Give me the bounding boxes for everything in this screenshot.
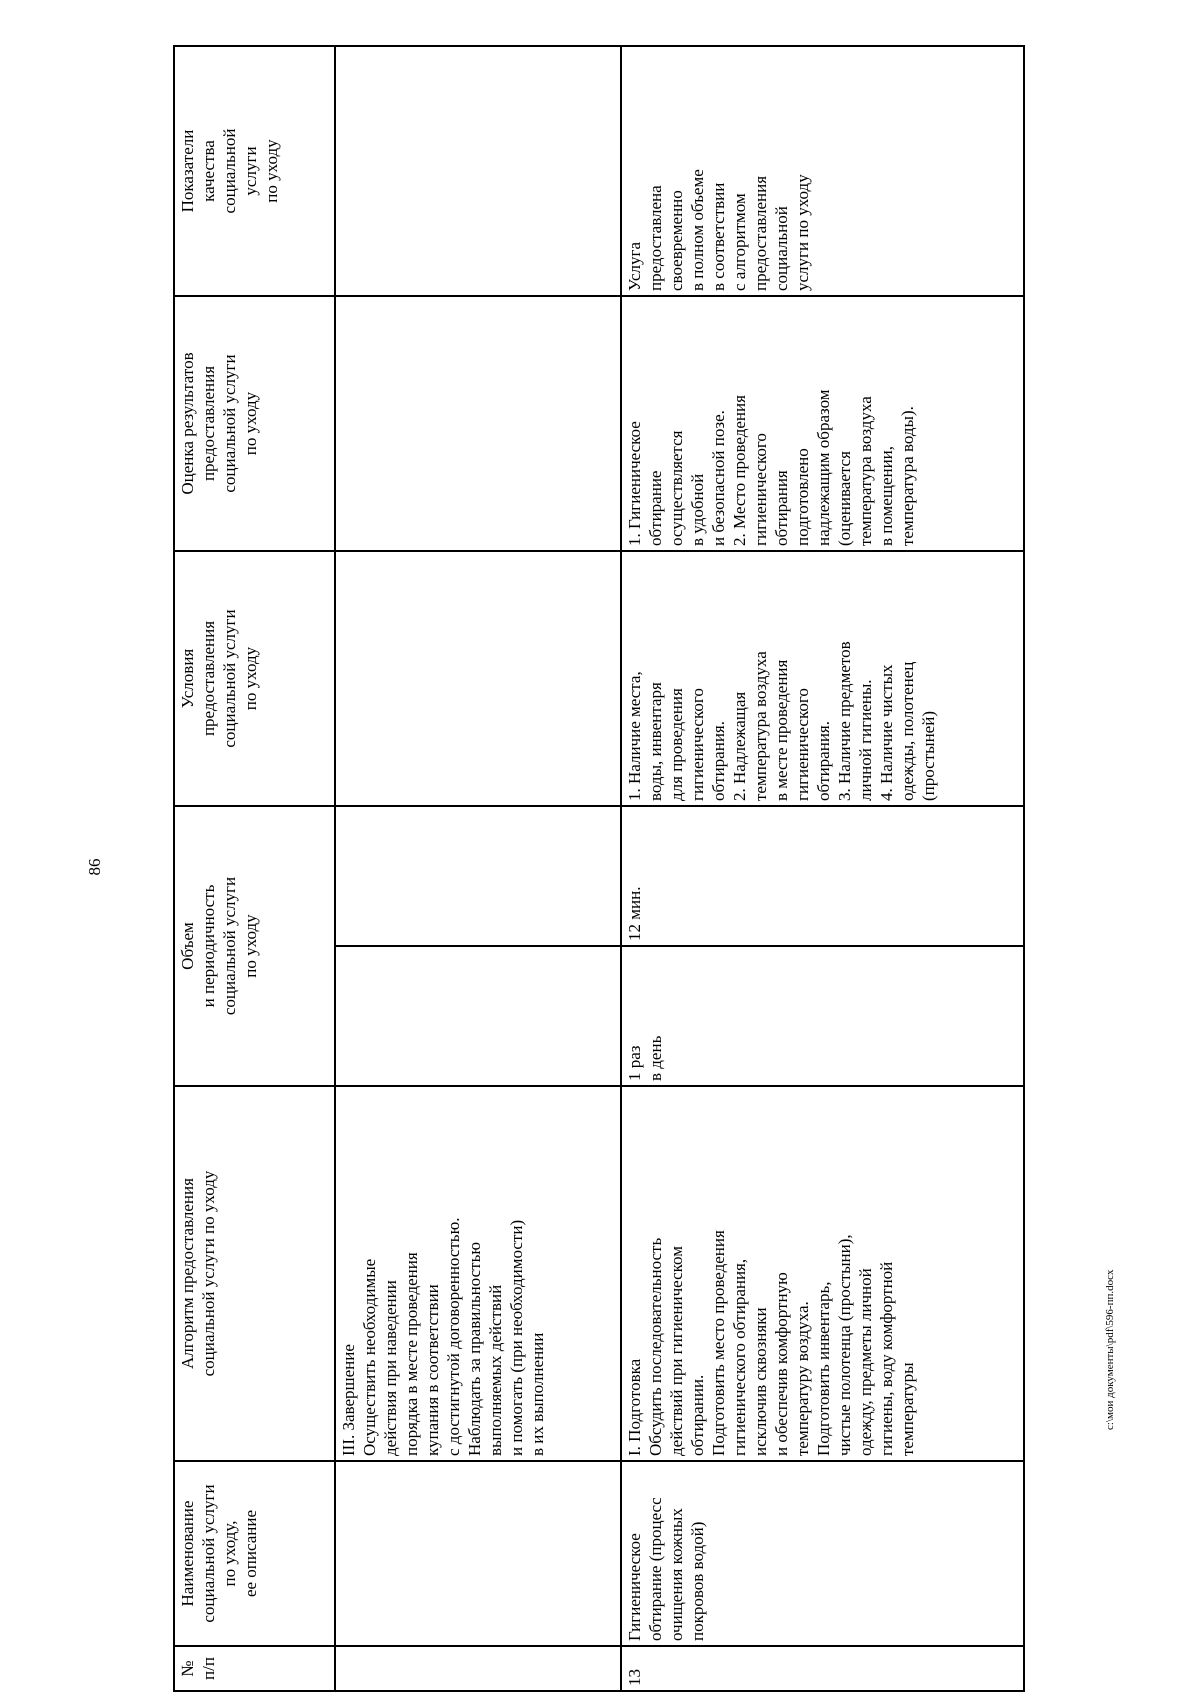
header-evaluation: Оценка результатов предоставления социальной услуги по уходу bbox=[174, 296, 335, 551]
table-row bbox=[335, 46, 621, 1691]
header-volume: Объем и периодичность социальной услуги по уходу bbox=[174, 806, 335, 1086]
header-conditions: Условия предоставления социальной услуги по уходу bbox=[174, 551, 335, 806]
cell-name bbox=[335, 1461, 621, 1646]
cell-num: 13 bbox=[621, 1646, 1024, 1691]
header-name: Наименование социальной услуги по уходу, ее описание bbox=[174, 1461, 335, 1646]
cell-conditions: 1. Наличие места, воды, инвентаря для проведения гигиенического обтирания. 2. Надлежащая температура воздуха в месте проведения гигиенического обтирания. 3. Наличие предметов личной гигиены. 4. Наличие чистых одежды, полотенец (простыней) bbox=[621, 551, 1024, 806]
table-row bbox=[621, 46, 1024, 1691]
cell-duration bbox=[335, 806, 621, 946]
service-table-container bbox=[173, 47, 1025, 1692]
header-quality: Показатели качества социальной услуги по уходу bbox=[174, 46, 335, 296]
header-row bbox=[174, 46, 335, 1691]
cell-algorithm: I. Подготовка Обсудить последовательность действий при гигиеническом обтирании. Подготовить место проведения гигиенического обтирания, исключив сквозняки и обеспечив комфортную температуру воздуха. Подготовить инвентарь, чистые полотенца (простыни), одежду, предметы личной гигиены, воду комфортной температуры bbox=[621, 1086, 1024, 1461]
footer-file-path: c:\мои документы\pdf\596-пп.docx bbox=[1104, 1269, 1116, 1430]
page-number: 86 bbox=[85, 858, 104, 876]
service-table bbox=[173, 45, 1025, 1692]
header-algorithm: Алгоритм предоставления социальной услуги по уходу bbox=[174, 1086, 335, 1461]
cell-name: Гигиеническое обтирание (процесс очищения кожных покровов водой) bbox=[621, 1461, 1024, 1646]
cell-evaluation bbox=[335, 296, 621, 551]
cell-duration: 12 мин. bbox=[621, 806, 1024, 946]
cell-frequency: 1 раз в день bbox=[621, 946, 1024, 1086]
cell-frequency bbox=[335, 946, 621, 1086]
cell-algorithm: III. Завершение Осуществить необходимые действия при наведении порядка в месте проведения купания в соответствии с достигнутой договоренностью. Наблюдать за правильностью выполняемых действий и помогать (при необходимости) в их выполнении bbox=[335, 1086, 621, 1461]
cell-num bbox=[335, 1646, 621, 1691]
header-num: № п/п bbox=[174, 1646, 335, 1691]
cell-evaluation: 1. Гигиеническое обтирание осуществляется в удобной и безопасной позе. 2. Место проведения гигиенического обтирания подготовлено надлежащим образом (оценивается температура воздуха в помещении, температура воды). bbox=[621, 296, 1024, 551]
cell-quality bbox=[335, 46, 621, 296]
cell-quality: Услуга предоставлена своевременно в полном объеме в соответствии с алгоритмом предоставления социальной услуги по уходу bbox=[621, 46, 1024, 296]
cell-conditions bbox=[335, 551, 621, 806]
